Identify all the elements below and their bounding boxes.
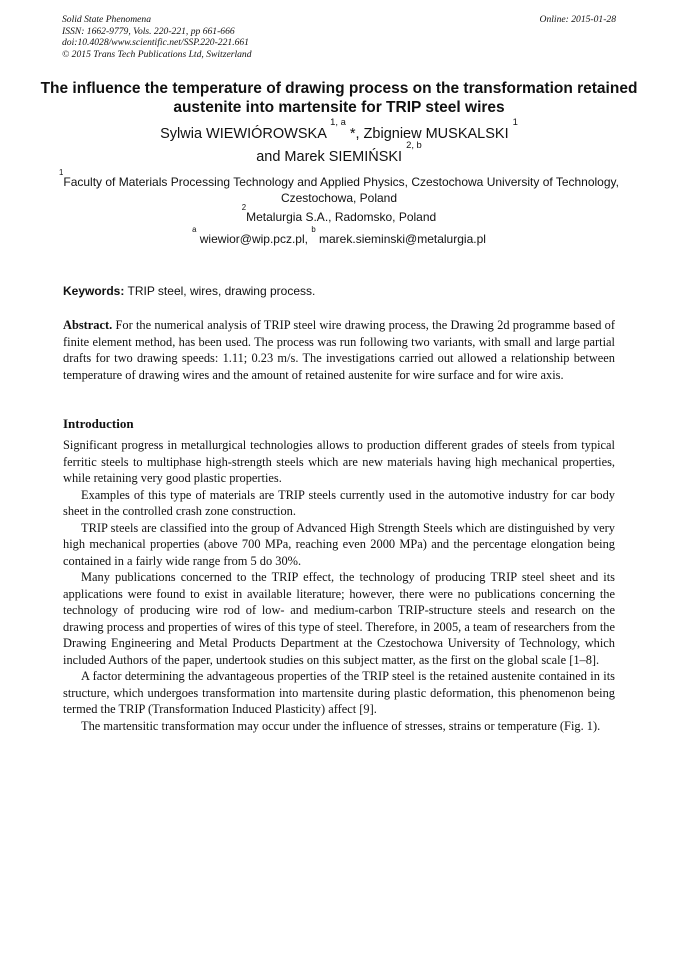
corresponding-marker: *, bbox=[349, 126, 360, 142]
author-emails bbox=[40, 225, 638, 247]
affiliation-marker: 1 bbox=[59, 168, 64, 177]
paragraph: A factor determining the advantageous properties of the TRIP steel is the retained austenite contained in its structure, which undergoes transformation into martensite during plastic deformation, this phenomenon being termed the TRIP (Transformation Induced Plasticity) affect [9]. bbox=[63, 669, 615, 716]
email-marker: b bbox=[311, 225, 316, 234]
author-name: Sylwia WIEWIÓROWSKA bbox=[160, 126, 327, 142]
paragraph: Examples of this type of materials are TRIP steels currently used in the automotive industry for car body sheet in the controlled crash zone construction. bbox=[63, 487, 615, 518]
author-name: Zbigniew MUSKALSKI bbox=[363, 126, 509, 142]
author-affiliation-marker: 1 bbox=[512, 116, 518, 127]
affiliation-text: Metalurgia S.A., Radomsko, Poland bbox=[246, 210, 437, 224]
author-line-1 bbox=[40, 116, 638, 146]
abstract bbox=[63, 317, 615, 383]
email-marker: a bbox=[192, 225, 197, 234]
affiliation-2 bbox=[40, 203, 638, 225]
introduction-body bbox=[63, 437, 615, 734]
affiliation-1 bbox=[40, 168, 638, 206]
abstract-label: Abstract. bbox=[63, 318, 113, 332]
paper-title: The influence the temperature of drawing process on the transformation retained austenite into martensite for TRIP steel wires bbox=[40, 80, 638, 116]
affiliation-marker: 2 bbox=[241, 203, 247, 212]
author-line-2 bbox=[40, 139, 638, 169]
introduction-heading: Introduction bbox=[63, 416, 134, 431]
journal-name: Solid State Phenomena bbox=[62, 14, 151, 25]
journal-header bbox=[62, 14, 616, 60]
paragraph: Significant progress in metallurgical technologies allows to production different grades of steels from typical ferritic steels to multiphase high-strength steels which are new materials having high mechanical properties, while retaining very good plastic properties. bbox=[63, 438, 615, 485]
keywords bbox=[63, 283, 615, 299]
online-date: Online: 2015-01-28 bbox=[539, 14, 616, 25]
keywords-label: Keywords: bbox=[63, 284, 125, 298]
email-link[interactable]: wiewior@wip.pcz.pl, bbox=[199, 232, 308, 246]
author-name: and Marek SIEMIŃSKI bbox=[256, 149, 403, 165]
doi-line: doi:10.4028/www.scientific.net/SSP.220-221.661 bbox=[62, 37, 249, 48]
issn-line: ISSN: 1662-9779, Vols. 220-221, pp 661-666 bbox=[62, 25, 235, 37]
author-affiliation-marker: 2, b bbox=[406, 139, 422, 150]
paragraph: The martensitic transformation may occur under the influence of stresses, strains or temperature (Fig. 1). bbox=[81, 718, 601, 733]
keywords-text: TRIP steel, wires, drawing process. bbox=[127, 284, 316, 298]
email-link[interactable]: marek.sieminski@metalurgia.pl bbox=[319, 232, 486, 246]
author-affiliation-marker: 1, a bbox=[330, 116, 346, 127]
paragraph: TRIP steels are classified into the group of Advanced High Strength Steels which are distinguished by very high mechanical properties (above 700 MPa, reaching even 2000 MPa) and the percentage elongation being contained in a fairly wide range from 5 do 30%. bbox=[63, 520, 615, 568]
paragraph: Many publications concerned to the TRIP effect, the technology of producing TRIP steel sheet and its applications were found to exist in available literature; however, there were no publications concerning the technology of producing wire rod of low- and medium-carbon TRIP-structure steels and research on the drawing process and properties of wires of this type of steel. Therefore, in 2005, a team of researchers from the Drawing Engineering and Metal Products Department at the Czestochowa University of Technology, which included Authors of the paper, undertook studies on this subject matter, as the first on the global scale [1–8]. bbox=[63, 570, 615, 667]
abstract-text: For the numerical analysis of TRIP steel wire drawing process, the Drawing 2d programme based of finite element method, has been used. The process was run following two variants, with small and large partial drafts for two drawing speeds: 1.11; 0.23 m/s. The investigations carried out allowed a relationship between temperature of drawing wires and the amount of retained austenite for wire surface and for wire axis. bbox=[63, 318, 615, 382]
copyright-line: © 2015 Trans Tech Publications Ltd, Switzerland bbox=[62, 48, 252, 60]
author-list bbox=[40, 116, 638, 169]
affiliation-text: Faculty of Materials Processing Technology and Applied Physics, Czestochowa University of Technology, Czestochowa, Poland bbox=[63, 175, 619, 205]
